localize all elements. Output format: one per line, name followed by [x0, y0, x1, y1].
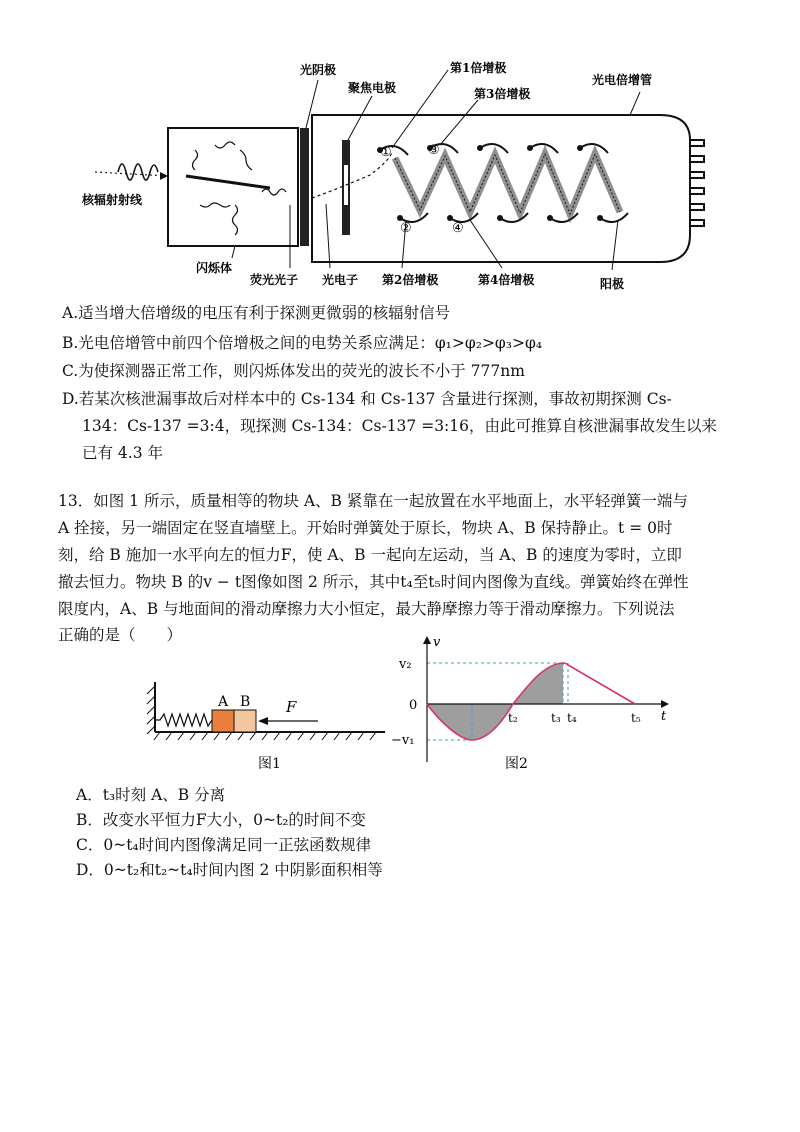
- force-label: F: [286, 698, 297, 716]
- v-axis-label: v: [433, 635, 441, 650]
- anode-pins: [690, 140, 704, 226]
- label-focus-electrode: 聚焦电极: [348, 81, 397, 95]
- q13-line1: 13．如图 1 所示，质量相等的物块 A、B 紧靠在一起放置在水平地面上，水平轻弹簧一端与: [58, 492, 688, 510]
- q13-line2: A 拴接，另一端固定在竖直墙壁上。开始时弹簧处于原长，物块 A、B 保持静止。t = 0时: [58, 519, 673, 537]
- block-a: [212, 710, 234, 732]
- block-b-label: B: [240, 694, 251, 710]
- q13-line4: 撤去恒力。物块 B 的v − t图像如图 2 所示，其中t₄至t₅时间内图像为直线。弹簧始终在弹性: [58, 573, 689, 591]
- t2-label: t₂: [508, 711, 518, 725]
- marker-2: ②: [400, 221, 412, 236]
- q13-line3: 刻，给 B 施加一水平向左的恒力F，使 A、B 一起向左运动，当 A、B 的速度为零时，立即: [58, 546, 682, 564]
- q13-line6: 正确的是（ ）: [58, 626, 183, 644]
- block-a-label: A: [218, 694, 229, 710]
- q12-option-c: C.为使探测器正常工作，则闪烁体发出的荧光的波长不小于 777nm: [62, 362, 525, 380]
- q12-option-a: A.适当增大倍增级的电压有利于探测更微弱的核辐射信号: [62, 304, 451, 322]
- t-axis-label: t: [661, 709, 667, 724]
- shade-positive: [513, 663, 563, 704]
- force-arrow-head: [258, 717, 268, 725]
- ray-wave: [118, 164, 158, 180]
- q13-option-d: D．0~t₂和t₂~t₄时间内图 2 中阴影面积相等: [76, 861, 383, 879]
- q12-option-b: B.光电倍增管中前四个倍增极之间的电势关系应满足：φ₁>φ₂>φ₃>φ₄: [62, 334, 543, 352]
- pmt-figure: [0, 0, 800, 300]
- scintillator-box: [168, 128, 298, 246]
- label-fluor-photon: 荧光光子: [250, 273, 299, 287]
- label-pmt: 光电倍增管: [592, 73, 653, 87]
- fig1-caption: 图1: [258, 756, 281, 772]
- q13-line5: 限度内，A、B 与地面间的滑动摩擦力大小恒定，最大静摩擦力等于滑动摩擦力。下列说法: [58, 600, 675, 618]
- q12-option-d-line3: 已有 4.3 年: [82, 444, 164, 462]
- label-scintillator: 闪烁体: [196, 261, 233, 275]
- spring: [155, 714, 212, 726]
- label-photoelectron: 光电子: [322, 273, 359, 287]
- q13-option-a: A．t₃时刻 A、B 分离: [76, 786, 226, 804]
- ray-arrow: [160, 172, 168, 180]
- marker-3: ③: [428, 143, 440, 158]
- q12-option-d-line1: D.若某次核泄漏事故后对样本中的 Cs-134 和 Cs-137 含量进行探测，事故初期探测 Cs-: [62, 390, 672, 408]
- v2-label: v₂: [399, 657, 412, 672]
- figure-1: [140, 670, 390, 780]
- marker-4: ④: [452, 221, 464, 236]
- zero-label: 0: [409, 698, 418, 713]
- scintillator-track: [186, 176, 270, 188]
- neg-v1-label: −v₁: [391, 733, 415, 748]
- t5-label: t₅: [631, 711, 641, 725]
- ray-dotted-line: [95, 172, 168, 176]
- marker-1: ①: [380, 145, 392, 160]
- label-dynode3: 第3倍增极: [474, 87, 531, 101]
- t3-label: t₃: [551, 711, 561, 725]
- t4-label: t₄: [567, 711, 577, 725]
- label-dynode2: 第2倍增极: [382, 273, 439, 287]
- figure-2: [365, 632, 685, 782]
- label-nuclear-ray: 核辐射射线: [82, 193, 143, 207]
- q12-option-d-line2: 134：Cs-137 =3:4，现探测 Cs-134：Cs-137 =3:16，由此可推算自核泄漏事故发生以来: [82, 417, 718, 435]
- label-dynode4: 第4倍增极: [478, 273, 535, 287]
- block-b: [234, 710, 256, 732]
- q13-option-c: C．0~t₄时间内图像满足同一正弦函数规律: [76, 836, 372, 854]
- label-anode: 阳极: [600, 277, 625, 291]
- label-photocathode: 光阴极: [300, 63, 337, 77]
- pmt-tube: [312, 115, 690, 262]
- fig2-caption: 图2: [505, 756, 528, 772]
- label-dynode1: 第1倍增极: [450, 61, 507, 75]
- photocathode-plate: [300, 128, 309, 246]
- q13-option-b: B．改变水平恒力F大小，0~t₂的时间不变: [76, 811, 366, 829]
